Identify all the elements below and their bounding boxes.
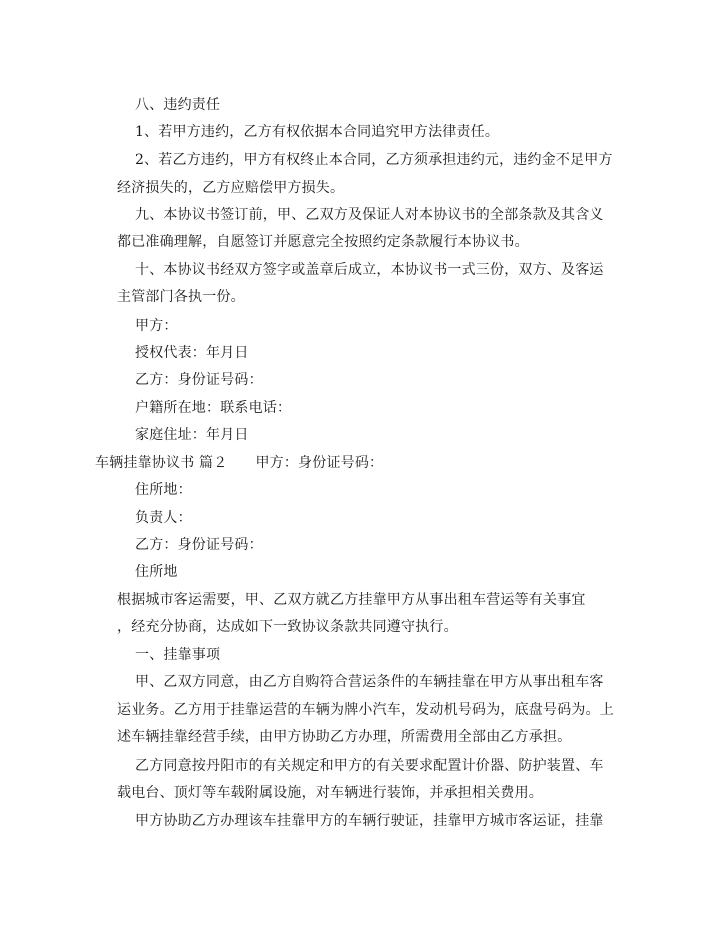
- paragraph-line: 2、若乙方违约，甲方有权终止本合同，乙方须承担违约元，违约金不足甲方: [135, 152, 613, 168]
- party-a-id-field: 甲方：身份证号码：: [255, 455, 384, 471]
- paragraph-line: 九、本协议书签订前，甲、乙双方及保证人对本协议书的全部条款及其含义: [135, 207, 604, 223]
- paragraph-line: 根据城市客运需要，甲、乙双方就乙方挂靠甲方从事出租车营运等有关事宜: [117, 592, 586, 608]
- signature-field: 乙方：身份证号码：: [135, 537, 263, 553]
- document-section-title: 车辆挂靠协议书 篇２: [95, 455, 228, 471]
- signature-field: 授权代表：年月日: [135, 345, 249, 361]
- signature-field: 住所地: [135, 564, 178, 580]
- paragraph-line: 1、若甲方违约，乙方有权依据本合同追究甲方法律责任。: [135, 124, 500, 140]
- paragraph-line: 甲方协助乙方办理该车挂靠甲方的车辆行驶证，挂靠甲方城市客运证，挂靠: [135, 813, 604, 829]
- signature-field: 住所地：: [135, 482, 192, 498]
- signature-field: 甲方：: [135, 318, 178, 334]
- paragraph-line: ，经充分协商，达成如下一致协议条款共同遵守执行。: [117, 619, 458, 635]
- paragraph-line: 甲、乙双方同意，由乙方自购符合营运条件的车辆挂靠在甲方从事出租车客: [135, 674, 604, 690]
- heading-affiliation-matters: 一、挂靠事项: [135, 647, 221, 663]
- paragraph-line: 述车辆挂靠经营手续，由甲方协助乙方办理，所需费用全部由乙方承担。: [117, 729, 572, 745]
- signature-field: 户籍所在地：联系电话：: [135, 400, 292, 416]
- paragraph-line: 十、本协议书经双方签字或盖章后成立，本协议书一式三份，双方、及客运: [135, 262, 604, 278]
- signature-field: 家庭住址：年月日: [135, 427, 249, 443]
- paragraph-line: 运业务。乙方用于挂靠运营的车辆为牌小汽车，发动机号码为，底盘号码为。上: [117, 702, 614, 718]
- paragraph-line: 乙方同意按丹阳市的有关规定和甲方的有关要求配置计价器、防护装置、车: [135, 758, 604, 774]
- signature-field: 乙方：身份证号码：: [135, 372, 263, 388]
- section-title-line: [95, 453, 383, 473]
- paragraph-line: 载电台、顶灯等车载附属设施，对车辆进行装饰，并承担相关费用。: [117, 785, 543, 801]
- signature-field: 负责人：: [135, 510, 192, 526]
- paragraph-line: 经济损失的，乙方应赔偿甲方损失。: [117, 180, 345, 196]
- paragraph-line: 都已准确理解，自愿签订并愿意完全按照约定条款履行本协议书。: [117, 234, 529, 250]
- heading-breach-liability: 八、违约责任: [135, 97, 221, 113]
- paragraph-line: 主管部门各执一份。: [117, 289, 245, 305]
